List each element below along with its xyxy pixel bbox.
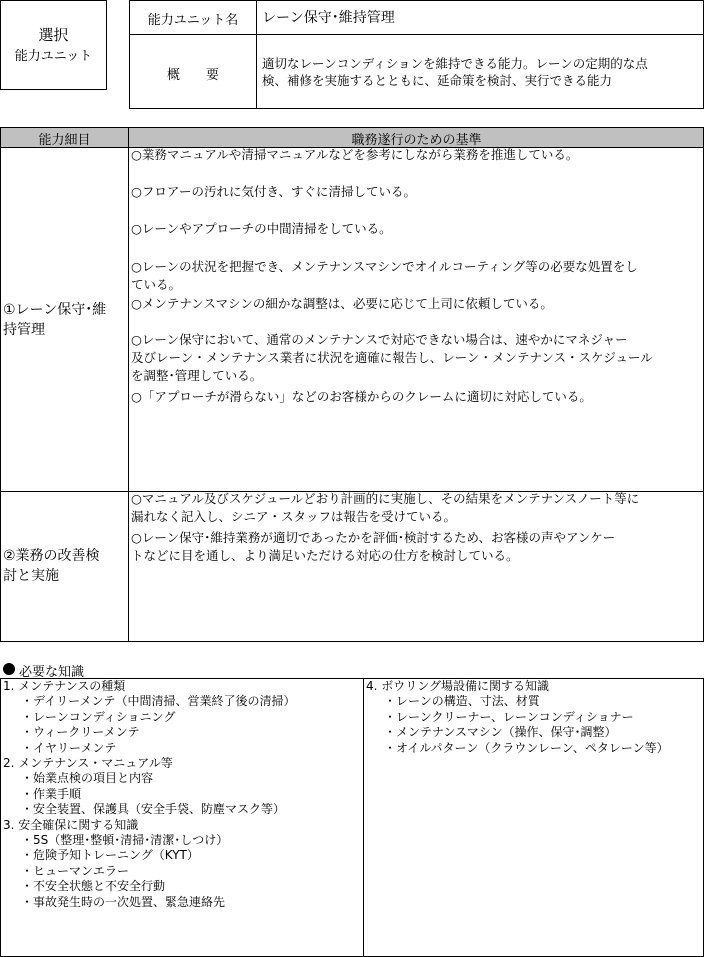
- summary-label: 概 要: [166, 68, 219, 83]
- summary-line: 検、補修を実施するとともに、延命策を検討、実行できる能力: [262, 73, 613, 88]
- knowledge-column-divider: [363, 678, 364, 957]
- knowledge-item: ・事故発生時の一次処置、緊急連絡先: [21, 894, 226, 909]
- criteria-line: ○「アプローチが滑らない」などのお客様からのクレームに適切に対応している。: [131, 389, 592, 404]
- criteria-column-divider: [128, 127, 129, 642]
- knowledge-item: ・危険予知トレーニング（KYT）: [21, 848, 199, 863]
- unit-table-divider-v: [256, 0, 257, 109]
- unit-name-label: 能力ユニット名: [147, 13, 239, 28]
- knowledge-item: ・オイルパターン（クラウンレーン、ペタレーン等）: [384, 740, 669, 755]
- criteria-line: 漏れなく記入し、シニア・スタッフは報告を受けている。: [131, 509, 457, 524]
- selection-title: 選択: [38, 26, 69, 44]
- knowledge-item: ・レーンの構造、寸法、材質: [384, 694, 540, 709]
- knowledge-item: ・不安全状態と不安全行動: [21, 879, 166, 894]
- knowledge-item: ・メンテナンスマシン（操作、保守･調整）: [384, 725, 617, 740]
- criteria-item-label: [3, 300, 125, 340]
- criteria-line: ○フロアーの汚れに気付き、すぐに清掃している。: [131, 184, 417, 199]
- criteria-line: ○レーンやアプローチの中間清掃をしている。: [131, 221, 392, 236]
- unit-table-divider-h: [129, 34, 704, 35]
- criteria-item-label-line: 討と実施: [3, 568, 59, 584]
- knowledge-item: ・レーンクリーナー、レーンコンディショナー: [384, 709, 634, 724]
- knowledge-left-column: [3, 679, 359, 910]
- criteria-item-label-line: ①レーン保守･維: [3, 302, 107, 318]
- unit-name-value: レーン保守･維持管理: [262, 10, 395, 26]
- criteria-header-item: 能力細目: [38, 133, 91, 148]
- knowledge-item: ・ウィークリーメンテ: [21, 725, 140, 740]
- knowledge-item: ・作業手順: [21, 786, 82, 801]
- criteria-line: ○レーンの状況を把握でき、メンテナンスマシンでオイルコーティング等の必要な処置をし: [131, 259, 638, 274]
- bullet-dot-icon: [3, 663, 15, 675]
- criteria-line: ○レーン保守･維持業務が適切であったかを評価･検討するため、お客様の声やアンケー: [131, 530, 616, 545]
- knowledge-right-column: [366, 679, 700, 756]
- knowledge-item: ・始業点検の項目と内容: [21, 771, 154, 786]
- criteria-line: ○マニュアル及びスケジュールどおり計画的に実施し、その結果をメンテナンスノート等に: [131, 491, 640, 506]
- criteria-line: ○メンテナンスマシンの細かな調整は、必要に応じて上司に依頼している。: [131, 296, 553, 311]
- criteria-item-label: [3, 546, 125, 586]
- criteria-line: ○業務マニュアルや清掃マニュアルなどを参考にしながら業務を推進している。: [131, 147, 579, 162]
- knowledge-category: 4. ボウリング場設備に関する知識: [366, 679, 550, 693]
- criteria-line: 及びレーン・メンテナンス業者に状況を適確に報告し、レーン・メンテナンス・スケジュール: [131, 350, 653, 365]
- knowledge-item: ・安全装置、保護具（安全手袋、防塵マスク等）: [21, 802, 286, 817]
- criteria-header-standard: 職務遂行のための基準: [351, 133, 482, 148]
- summary-line: 適切なレーンコンディションを維持できる能力。レーンの定期的な点: [262, 56, 648, 71]
- knowledge-heading: 必要な知識: [19, 665, 85, 680]
- knowledge-category: 3. 安全確保に関する知識: [3, 817, 139, 832]
- criteria-line: を調整･管理している。: [131, 368, 263, 383]
- knowledge-item: ・レーンコンディショニング: [21, 709, 176, 724]
- criteria-item-label-line: 持管理: [3, 322, 45, 338]
- knowledge-category: 1. メンテナンスの種類: [3, 679, 126, 693]
- knowledge-item: ・ヒューマンエラー: [21, 863, 130, 878]
- knowledge-category: 2. メンテナンス・マニュアル等: [3, 756, 173, 771]
- selection-subtitle: 能力ユニット: [14, 49, 93, 64]
- criteria-item-label-line: ②業務の改善検: [3, 548, 100, 564]
- knowledge-item: ・5S（整理･整頓･清掃･清潔･しつけ）: [21, 833, 229, 848]
- criteria-line: ○レーン保守において、通常のメンテナンスで対応できない場合は、速やかにマネジャー: [131, 332, 628, 347]
- knowledge-item: ・デイリーメンテ（中間清掃、営業終了後の清掃）: [21, 694, 296, 709]
- criteria-line: ている。: [131, 277, 182, 292]
- criteria-line: トなどに目を通し、より満足いただける対応の仕方を検討している。: [131, 548, 519, 563]
- summary-value: [262, 55, 694, 89]
- knowledge-item: ・イヤリーメンテ: [21, 740, 117, 755]
